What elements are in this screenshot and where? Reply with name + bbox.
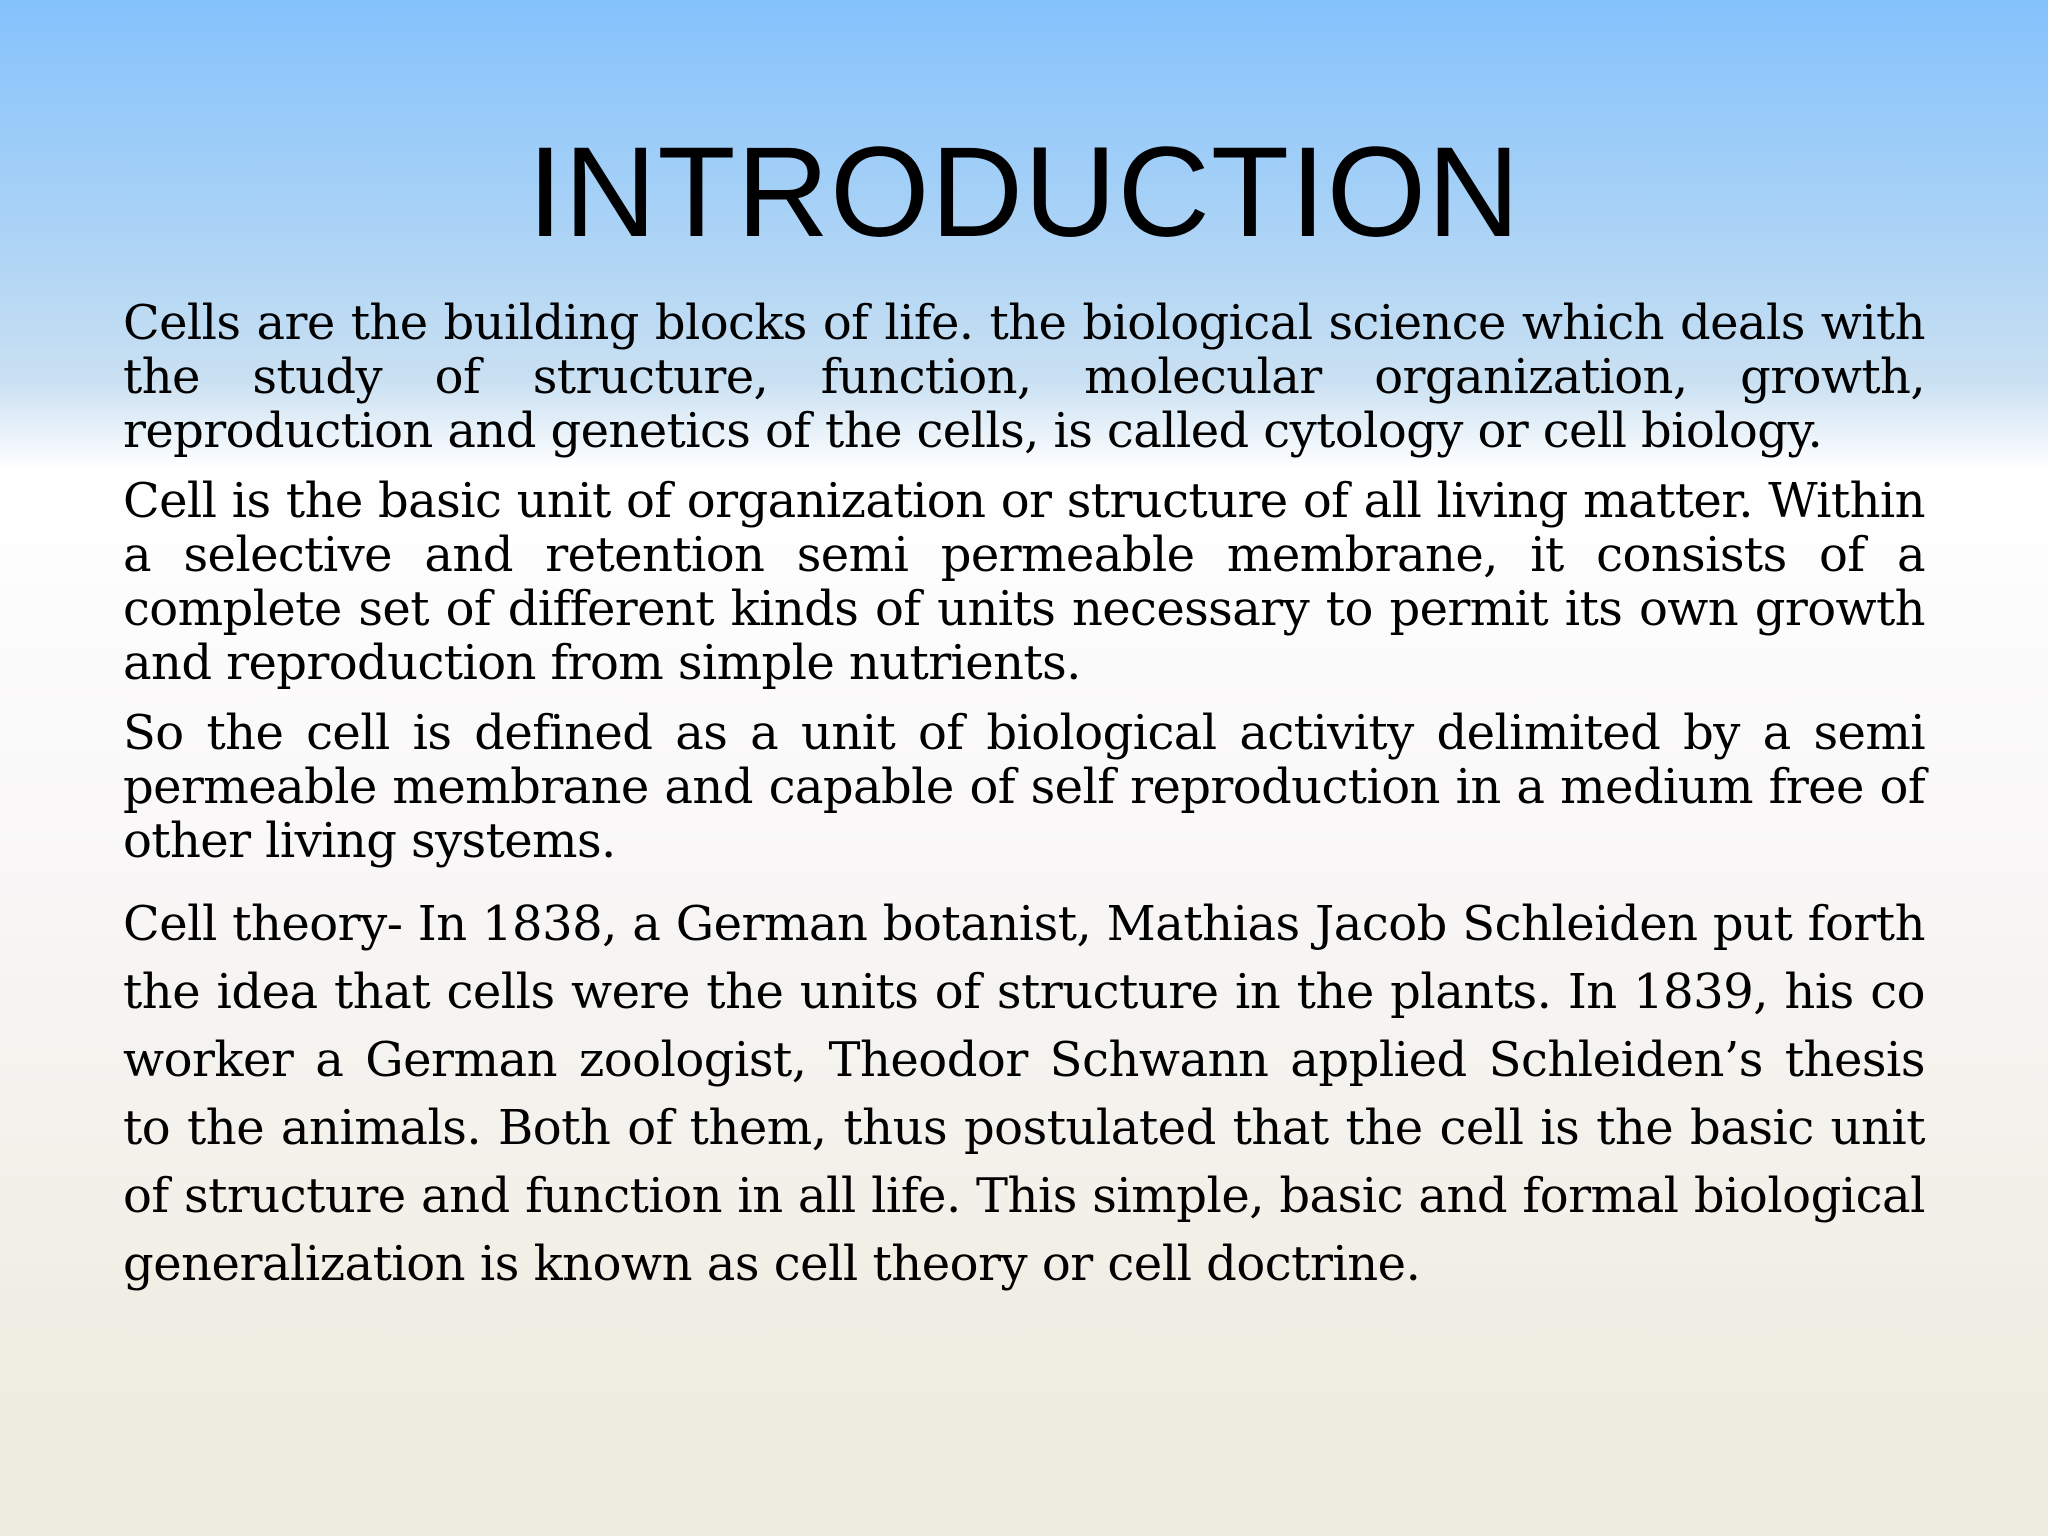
paragraph-cytology-definition: Cells are the building blocks of life. the biological science which deals with the study of structure, function, molecular organization, growth, reproduction and genetics of the cells, is called cytology or cell biology. bbox=[123, 295, 1925, 459]
paragraph-cell-basic-unit: Cell is the basic unit of organization or structure of all living matter. Within a selective and retention semi permeable membrane, it consists of a complete set of different kinds of units necessary to permit its own growth and reproduction from simple nutrients. bbox=[123, 473, 1925, 691]
slide-title: INTRODUCTION bbox=[527, 121, 1521, 264]
paragraph-cell-definition: So the cell is defined as a unit of biological activity delimited by a semi permeable membrane and capable of self reproduction in a medium free of other living systems. bbox=[123, 705, 1925, 869]
paragraph-cell-theory: Cell theory- In 1838, a German botanist, Mathias Jacob Schleiden put forth the idea that cells were the units of structure in the plants. In 1839, his co worker a German zoologist, Theodor Schwann applied Schleiden’s thesis to the animals. Both of them, thus postulated that the cell is the basic unit of structure and function in all life. This simple, basic and formal biological generalization is known as cell theory or cell doctrine. bbox=[123, 896, 1925, 1292]
